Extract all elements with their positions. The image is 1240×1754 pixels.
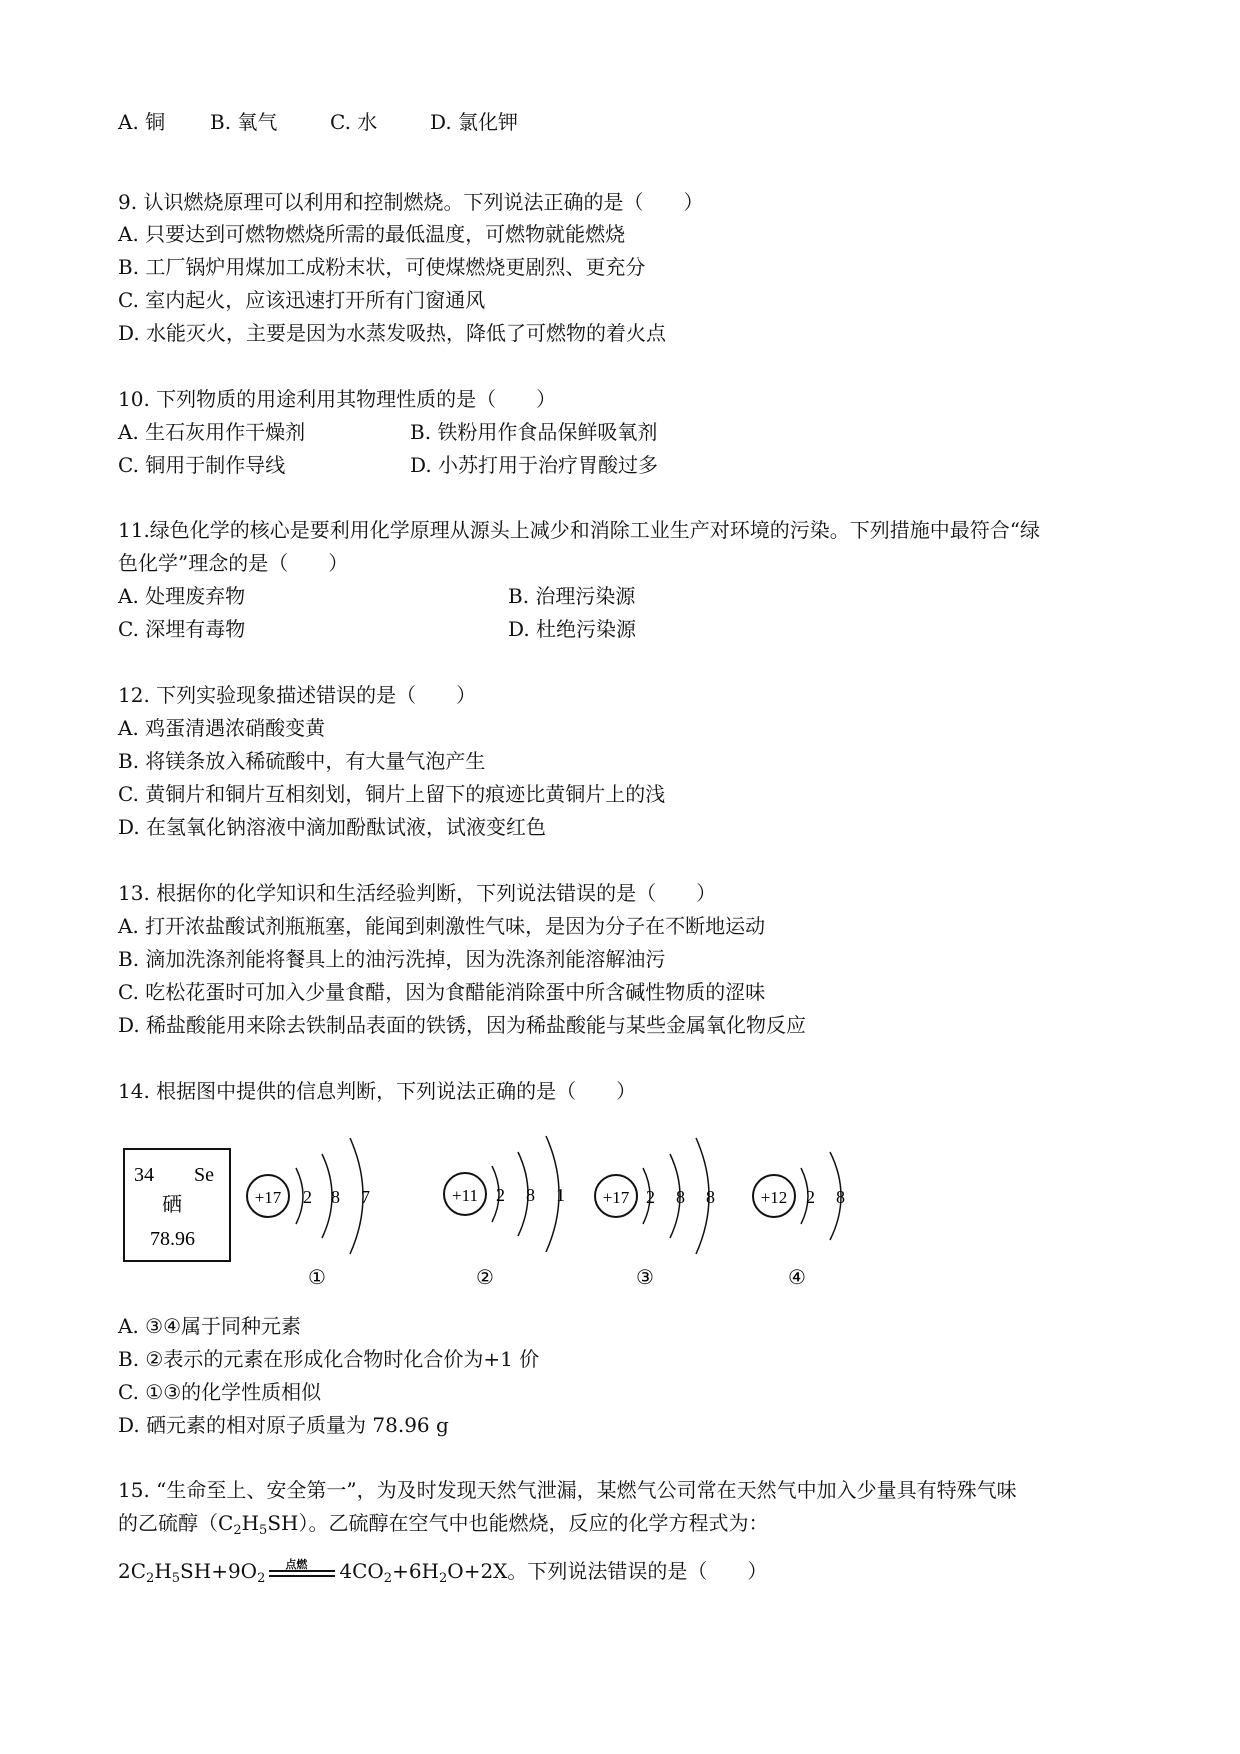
atom-diagram-1 xyxy=(247,1138,370,1289)
atom-4-label: ④ xyxy=(788,1267,806,1289)
eq-text: 4CO xyxy=(339,1559,384,1583)
subscript: 2 xyxy=(233,1523,242,1538)
atom-3-shell-2: 8 xyxy=(676,1187,685,1207)
q14-option-a: A. ③④属于同种元素 xyxy=(118,1314,302,1338)
atom-4-shell-2: 8 xyxy=(836,1187,845,1207)
subscript: 5 xyxy=(259,1523,268,1538)
q10-option-a: A. 生石灰用作干燥剂 xyxy=(118,420,306,444)
q13-option-a: A. 打开浓盐酸试剂瓶瓶塞，能闻到刺激性气味，是因为分子在不断地运动 xyxy=(118,914,766,938)
q15-text: 的乙硫醇（C xyxy=(118,1511,234,1535)
equals-line-top xyxy=(269,1570,335,1572)
q14-option-b: B. ②表示的元素在形成化合物时化合价为+1 价 xyxy=(118,1347,540,1371)
element-number: 34 xyxy=(134,1164,154,1186)
q12-option-a: A. 鸡蛋清遇浓硝酸变黄 xyxy=(118,716,326,740)
atom-1-shell-3: 7 xyxy=(361,1187,370,1207)
atom-3-nucleus: +17 xyxy=(602,1188,630,1207)
atom-1-shell-1: 2 xyxy=(303,1187,312,1207)
element-symbol: Se xyxy=(194,1164,214,1186)
q11-option-b: B. 治理污染源 xyxy=(508,584,636,608)
q11-stem-line2: 色化学”理念的是（ ） xyxy=(118,551,349,575)
q10-stem: 10. 下列物质的用途利用其物理性质的是（ ） xyxy=(118,387,557,411)
subscript: 2 xyxy=(146,1571,155,1586)
q8-option-d: D. 氯化钾 xyxy=(430,110,519,134)
atom-3-shell-1: 2 xyxy=(646,1187,655,1207)
atom-2-shell-3: 1 xyxy=(556,1185,565,1205)
q15-stem-line1: 15. “生命至上、安全第一”，为及时发现天然气泄漏，某燃气公司常在天然气中加入少量具有特殊气味 xyxy=(118,1478,1017,1502)
q13-stem: 13. 根据你的化学知识和生活经验判断，下列说法错误的是（ ） xyxy=(118,881,717,905)
element-mass: 78.96 xyxy=(150,1228,195,1250)
q8-options xyxy=(118,108,519,136)
q12-stem: 12. 下列实验现象描述错误的是（ ） xyxy=(118,683,477,707)
q10-option-c: C. 铜用于制作导线 xyxy=(118,453,286,477)
q8-option-c: C. 水 xyxy=(330,110,378,134)
eq-text: O+2X。下列说法错误的是（ ） xyxy=(447,1559,768,1583)
q12-option-b: B. 将镁条放入稀硫酸中，有大量气泡产生 xyxy=(118,749,486,773)
atom-2-nucleus: +11 xyxy=(452,1186,478,1205)
atom-4-shell-1: 2 xyxy=(806,1187,815,1207)
reaction-condition: 点燃 xyxy=(285,1558,308,1571)
q14-stem: 14. 根据图中提供的信息判断，下列说法正确的是（ ） xyxy=(118,1079,637,1103)
q15-equation xyxy=(118,1557,767,1593)
eq-text: 2C xyxy=(118,1559,147,1583)
q14-option-c: C. ①③的化学性质相似 xyxy=(118,1380,322,1404)
atom-2-label: ② xyxy=(476,1267,494,1289)
q9-stem: 9. 认识燃烧原理可以利用和控制燃烧。下列说法正确的是（ ） xyxy=(118,190,704,214)
q10-option-b: B. 铁粉用作食品保鲜吸氧剂 xyxy=(410,420,658,444)
q9-option-a: A. 只要达到可燃物燃烧所需的最低温度，可燃物就能燃烧 xyxy=(118,222,626,246)
q11-option-d: D. 杜绝污染源 xyxy=(508,617,637,641)
q12-option-d: D. 在氢氧化钠溶液中滴加酚酞试液，试液变红色 xyxy=(118,815,547,839)
eq-text: H xyxy=(154,1559,172,1583)
equals-line-bottom xyxy=(269,1575,335,1577)
atom-4-nucleus: +12 xyxy=(760,1188,788,1207)
q13-option-d: D. 稀盐酸能用来除去铁制品表面的铁锈，因为稀盐酸能与某些金属氧化物反应 xyxy=(118,1013,807,1037)
q8-option-b: B. 氧气 xyxy=(210,110,278,134)
q9-option-b: B. 工厂锅炉用煤加工成粉末状，可使煤燃烧更剧烈、更充分 xyxy=(118,255,646,279)
q15-text: SH）。乙硫醇在空气中也能燃烧，反应的化学方程式为： xyxy=(267,1511,769,1535)
q11-stem-line1: 11.绿色化学的核心是要利用化学原理从源头上减少和消除工业生产对环境的污染。下列措施中最符合“绿 xyxy=(118,518,1041,542)
subscript: 2 xyxy=(439,1571,448,1586)
subscript: 2 xyxy=(257,1571,266,1586)
q14-figure-svg xyxy=(118,1128,878,1310)
q11-option-a: A. 处理废弃物 xyxy=(118,584,246,608)
q15-stem-line2 xyxy=(118,1509,768,1545)
atom-3-shell-3: 8 xyxy=(706,1187,715,1207)
atom-2-shell-1: 2 xyxy=(496,1185,505,1205)
q8-option-a: A. 铜 xyxy=(118,110,166,134)
q9-option-d: D. 水能灭火，主要是因为水蒸发吸热，降低了可燃物的着火点 xyxy=(118,321,667,345)
q10-option-d: D. 小苏打用于治疗胃酸过多 xyxy=(410,453,659,477)
atom-diagram-4 xyxy=(753,1152,845,1289)
q12-option-c: C. 黄铜片和铜片互相刻划，铜片上留下的痕迹比黄铜片上的浅 xyxy=(118,782,666,806)
atom-3-label: ③ xyxy=(636,1267,654,1289)
atom-1-nucleus: +17 xyxy=(254,1188,282,1207)
element-card xyxy=(124,1149,230,1261)
subscript: 2 xyxy=(383,1571,393,1586)
eq-text: SH+9O xyxy=(180,1559,258,1583)
atom-diagram-2 xyxy=(444,1136,565,1289)
atom-1-shell-2: 8 xyxy=(331,1187,340,1207)
q15-text: H xyxy=(241,1511,260,1535)
atom-diagram-3 xyxy=(595,1138,715,1289)
atom-2-shell-2: 8 xyxy=(526,1185,535,1205)
atom-1-label: ① xyxy=(308,1267,326,1289)
q14-option-d: D. 硒元素的相对原子质量为 78.96 g xyxy=(118,1413,449,1437)
q14-figure xyxy=(118,1128,878,1310)
reaction-arrow xyxy=(265,1557,339,1585)
subscript: 5 xyxy=(171,1571,181,1586)
q13-option-b: B. 滴加洗涤剂能将餐具上的油污洗掉，因为洗涤剂能溶解油污 xyxy=(118,947,666,971)
q9-option-c: C. 室内起火，应该迅速打开所有门窗通风 xyxy=(118,288,486,312)
element-name: 硒 xyxy=(162,1194,182,1216)
q11-option-c: C. 深埋有毒物 xyxy=(118,617,246,641)
eq-text: +6H xyxy=(392,1559,440,1583)
q13-option-c: C. 吃松花蛋时可加入少量食醋，因为食醋能消除蛋中所含碱性物质的涩味 xyxy=(118,980,766,1004)
